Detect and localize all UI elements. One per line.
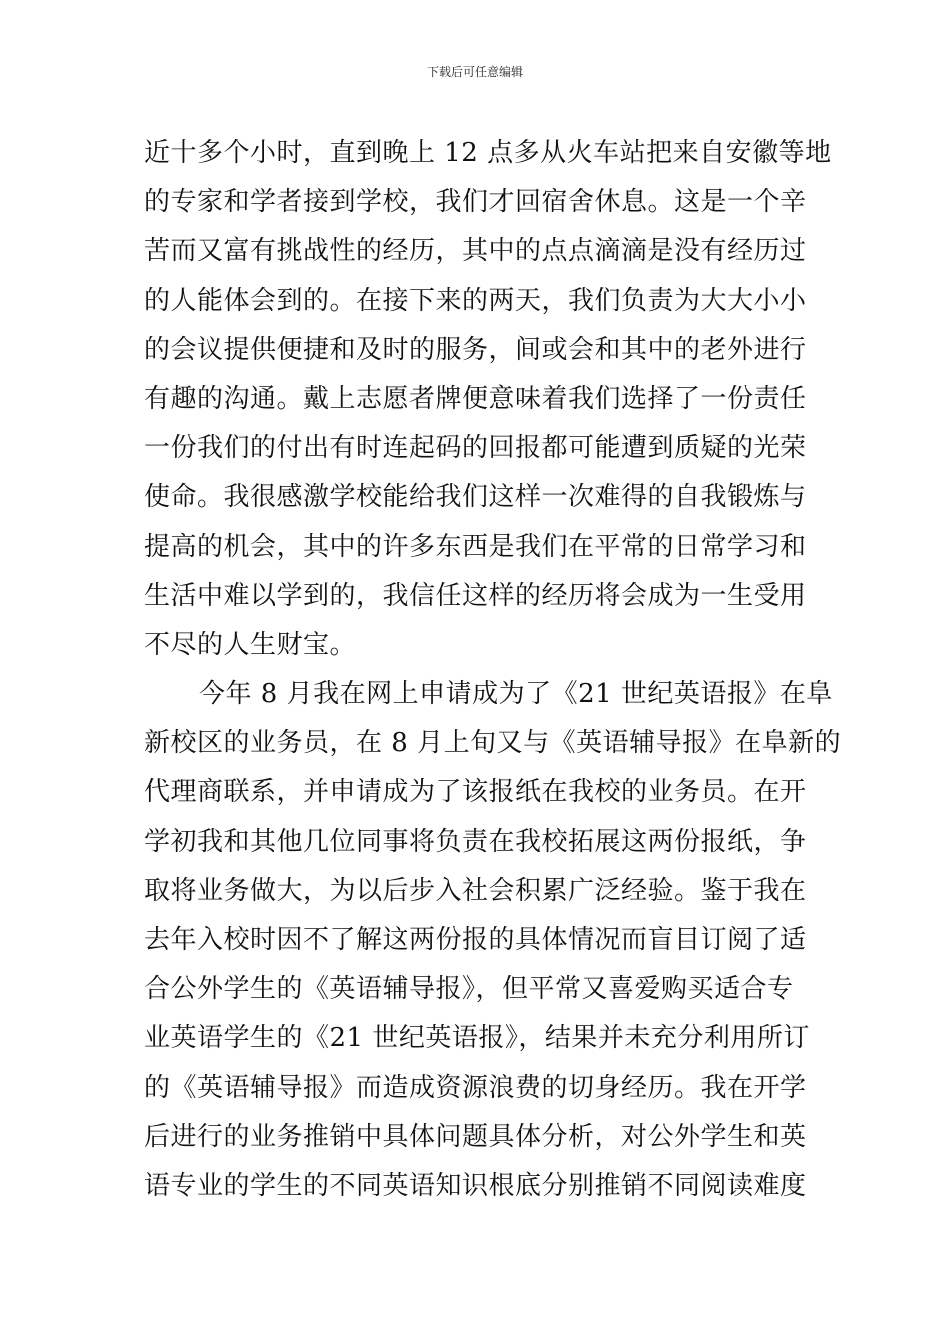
text-line: 不尽的人生财宝。	[144, 629, 357, 660]
text-line: 后进行的业务推销中具体问题具体分析，对公外学生和英	[144, 1121, 807, 1152]
text-line: 取将业务做大，为以后步入社会积累广泛经验。鉴于我在	[144, 875, 807, 906]
text-line: 苦而又富有挑战性的经历，其中的点点滴滴是没有经历过	[144, 236, 807, 267]
page-header: 下载后可任意编辑	[426, 65, 523, 79]
text-line: 有趣的沟通。戴上志愿者牌便意味着我们选择了一份责任	[144, 383, 807, 414]
text-line: 新校区的业务员，在 8 月上旬又与《英语辅导报》在阜新的	[144, 728, 842, 759]
text-line: 使命。我很感激学校能给我们这样一次难得的自我锻炼与	[144, 482, 807, 513]
text-line: 的专家和学者接到学校，我们才回宿舍休息。这是一个辛	[144, 187, 807, 218]
text-line: 学初我和其他几位同事将负责在我校拓展这两份报纸，争	[144, 826, 807, 857]
text-line: 近十多个小时，直到晚上 12 点多从火车站把来自安徽等地	[144, 138, 832, 168]
document-body	[144, 129, 842, 1211]
text-line: 去年入校时因不了解这两份报的具体情况而盲目订阅了适	[144, 925, 807, 955]
text-line: 的会议提供便捷和及时的服务，间或会和其中的老外进行	[144, 334, 807, 365]
text-line: 代理商联系，并申请成为了该报纸在我校的业务员。在开	[144, 777, 807, 808]
text-line: 合公外学生的《英语辅导报》，但平常又喜爱购买适合专	[144, 974, 794, 1005]
text-line: 提高的机会，其中的许多东西是我们在平常的日常学习和	[144, 531, 807, 562]
text-line: 语专业的学生的不同英语知识根底分别推销不同阅读难度	[144, 1170, 807, 1201]
text-line: 的人能体会到的。在接下来的两天，我们负责为大大小小	[144, 285, 807, 316]
paragraph-1	[144, 129, 832, 670]
text-line: 一份我们的付出有时连起码的回报都可能遭到质疑的光荣	[144, 433, 807, 464]
text-line-indented: 今年 8 月我在网上申请成为了《21 世纪英语报》在阜	[199, 679, 833, 710]
text-line: 的《英语辅导报》而造成资源浪费的切身经历。我在开学	[144, 1072, 807, 1103]
paragraph-2	[144, 670, 842, 1211]
text-line: 业英语学生的《21 世纪英语报》，结果并未充分利用所订	[144, 1023, 810, 1054]
text-line: 生活中难以学到的，我信任这样的经历将会成为一生受用	[144, 580, 807, 611]
